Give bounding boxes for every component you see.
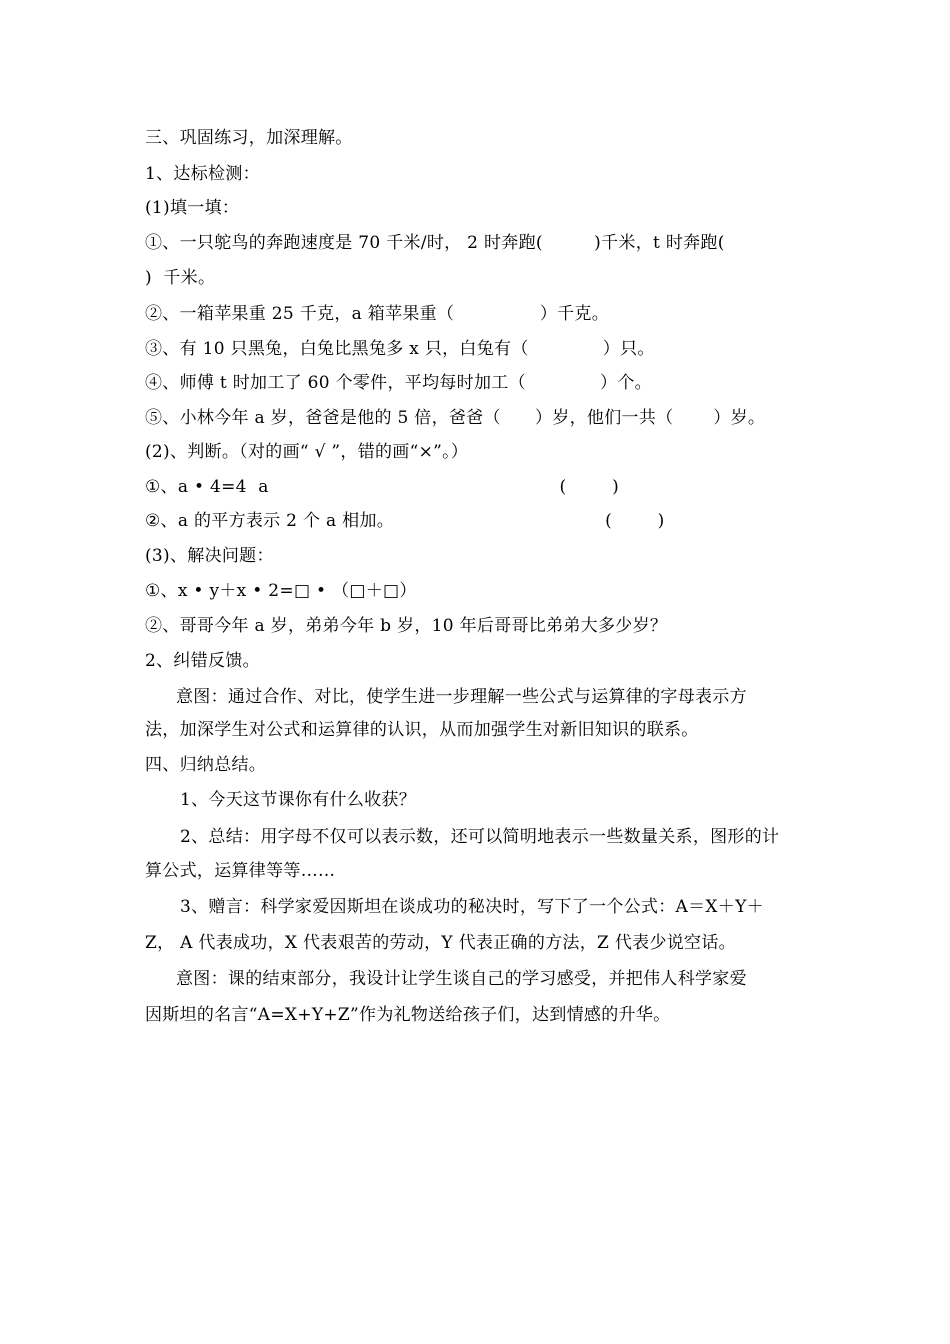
solve-item-2: ②、哥哥今年 a 岁，弟弟今年 b 岁，10 年后哥哥比弟弟大多少岁？ <box>145 616 668 636</box>
question-ostrich-speed: ①、一只鸵鸟的奔跑速度是 70 千米/时， 2 时奔跑( )千米，t 时奔跑( <box>145 233 725 253</box>
section-heading-practice: 三、巩固练习，加深理解。 <box>145 128 353 148</box>
question-rabbits: ③、有 10 只黑兔，白兔比黑兔多 x 只，白兔有（ ）只。 <box>145 339 655 359</box>
subheading-standard-test: 1、达标检测： <box>145 164 260 184</box>
subheading-feedback: 2、纠错反馈。 <box>145 651 260 671</box>
question-parts: ④、师傅 t 时加工了 60 个零件，平均每时加工（ ）个。 <box>145 373 652 393</box>
summary-item-2-line-1: 2、总结：用字母不仅可以表示数，还可以简明地表示一些数量关系，图形的计 <box>180 827 780 847</box>
intent-paragraph-2-line-1: 意图：课的结束部分，我设计让学生谈自己的学习感受，并把伟人科学家爱 <box>176 969 747 989</box>
subheading-judge: (2)、判断。（对的画“ √ ”，错的画“×”。） <box>145 442 469 462</box>
judge-item-2: ②、a 的平方表示 2 个 a 相加。 ( ) <box>145 511 665 531</box>
question-ostrich-speed-cont: ) 千米。 <box>145 268 216 288</box>
summary-item-3-line-2: Z， A 代表成功，X 代表艰苦的劳动，Y 代表正确的方法，Z 代表少说空话。 <box>145 933 736 953</box>
subheading-fill-in: (1)填一填： <box>145 198 240 218</box>
summary-item-3-line-1: 3、赠言：科学家爱因斯坦在谈成功的秘决时，写下了一个公式：A＝X＋Y＋ <box>180 897 764 917</box>
summary-item-1: 1、今天这节课你有什么收获？ <box>180 790 417 810</box>
judge-item-1: ①、a • 4=4 a ( ) <box>145 477 620 497</box>
intent-paragraph-1-line-2: 法，加深学生对公式和运算律的认识，从而加强学生对新旧知识的联系。 <box>145 720 699 740</box>
solve-item-1: ①、x • y＋x • 2=□ • （□＋□） <box>145 581 417 601</box>
intent-paragraph-2-line-2: 因斯坦的名言“A=X+Y+Z”作为礼物送给孩子们，达到情感的升华。 <box>145 1005 671 1025</box>
subheading-solve: (3)、解决问题： <box>145 546 274 566</box>
summary-item-2-line-2: 算公式，运算律等等…… <box>145 861 336 881</box>
question-ages: ⑤、小林今年 a 岁，爸爸是他的 5 倍，爸爸（ ）岁，他们一共（ ）岁。 <box>145 408 766 428</box>
intent-paragraph-1-line-1: 意图：通过合作、对比，使学生进一步理解一些公式与运算律的字母表示方 <box>176 687 747 707</box>
question-apples: ②、一箱苹果重 25 千克，a 箱苹果重（ ）千克。 <box>145 304 610 324</box>
section-heading-summary: 四、归纳总结。 <box>145 755 267 775</box>
